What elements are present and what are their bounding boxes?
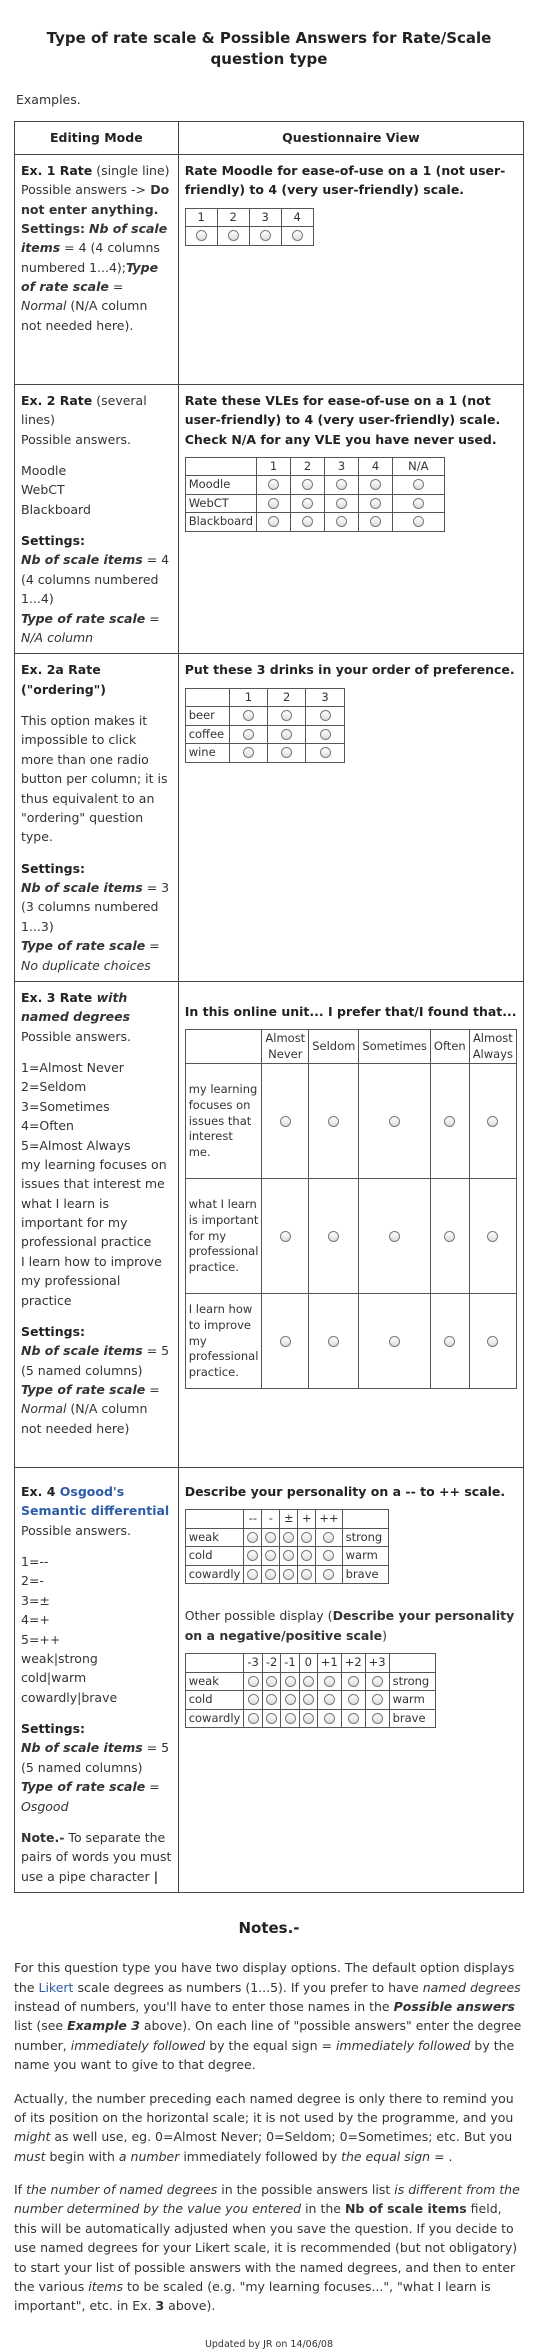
radio-button[interactable] — [228, 230, 239, 241]
notes-emphasis: might — [14, 2129, 51, 2145]
radio-button[interactable] — [413, 516, 424, 527]
notes-text: above). — [164, 2298, 216, 2314]
radio-button[interactable] — [487, 1231, 498, 1242]
radio-button[interactable] — [266, 1713, 277, 1724]
notes-emphasis: immediately followed — [335, 2037, 471, 2053]
radio-button[interactable] — [302, 479, 313, 490]
radio-button[interactable] — [281, 729, 292, 740]
radio-button[interactable] — [283, 1532, 294, 1543]
radio-button[interactable] — [301, 1550, 312, 1561]
ex4-alt-col: +2 — [341, 1654, 365, 1673]
header-questionnaire-view: Questionnaire View — [178, 122, 523, 154]
radio-button[interactable] — [336, 479, 347, 490]
ex2-answer-item: Blackboard — [21, 501, 91, 517]
notes-text: If — [14, 2182, 27, 2197]
example-1-editing — [15, 154, 179, 384]
radio-button[interactable] — [372, 1713, 383, 1724]
ex3-answer-item: I learn how to improve my professional practice — [21, 1253, 162, 1308]
radio-button[interactable] — [248, 1676, 259, 1687]
ex4-alt-row-left: cowardly — [185, 1709, 244, 1728]
notes-text: as well use, eg. 0=Almost Never; 0=Seldom; 0=Sometimes; etc. But you — [50, 2129, 513, 2145]
radio-button[interactable] — [260, 230, 271, 241]
radio-button[interactable] — [413, 498, 424, 509]
radio-button[interactable] — [268, 479, 279, 490]
notes-text: For this question type you have two display options. The default option displays the — [14, 1960, 515, 1995]
ex4-settings: Settings: — [21, 1721, 86, 1736]
ex2-col-na: N/A — [392, 457, 444, 476]
example-2-row — [15, 384, 524, 654]
ex2-possible-answers: Possible answers. — [21, 431, 131, 447]
radio-button[interactable] — [323, 1569, 334, 1580]
ex2-type-label: Type of rate scale — [21, 610, 146, 626]
ex4-nb-value: = 5 (5 named columns) — [21, 1740, 170, 1775]
ex3-possible-answers: Possible answers. — [21, 1028, 131, 1044]
notes-text: begin with — [45, 2148, 119, 2164]
radio-button[interactable] — [292, 230, 303, 241]
updated-footer: Updated by JR on 14/06/08 — [204, 2338, 334, 2350]
ex4-alt-scale-table — [185, 1653, 436, 1728]
radio-button[interactable] — [370, 516, 381, 527]
ex1-nb-label: Nb of scale items — [21, 220, 168, 256]
ex3-row-label: my learning focuses on issues that interest me. — [185, 1064, 262, 1179]
notes-emphasis: the equal sign — [341, 2148, 431, 2164]
example-4-view — [178, 1467, 523, 1892]
ex4-alt-row-right: brave — [389, 1709, 435, 1728]
ex4-row-right: brave — [342, 1565, 388, 1584]
radio-button[interactable] — [283, 1569, 294, 1580]
notes-emphasis: a number — [118, 2148, 180, 2164]
ex4-title: Ex. 4 — [21, 1483, 60, 1499]
radio-button[interactable] — [266, 1694, 277, 1705]
ex4-alt-col: -2 — [262, 1654, 280, 1673]
radio-button[interactable] — [265, 1532, 276, 1543]
radio-button[interactable] — [389, 1231, 400, 1242]
notes-text: to be scaled (e.g. "my learning focuses...", "what I learn is important", etc. in Ex. — [14, 2278, 491, 2314]
notes-emphasis: Example 3 — [67, 2018, 140, 2034]
ex1-type-eq: = — [108, 279, 124, 294]
ex2a-type-eq: = — [145, 938, 160, 954]
radio-button[interactable] — [285, 1676, 296, 1687]
radio-button[interactable] — [243, 710, 254, 721]
radio-button[interactable] — [302, 498, 313, 509]
radio-button[interactable] — [328, 1231, 339, 1242]
radio-button[interactable] — [280, 1231, 291, 1242]
radio-button[interactable] — [301, 1532, 312, 1543]
radio-button[interactable] — [196, 230, 207, 241]
ex2a-row-label: beer — [185, 707, 229, 726]
ex4-alt-col: -3 — [244, 1654, 262, 1673]
ex1-question: Rate Moodle for ease-of-use on a 1 (not user-friendly) to 4 (very user-friendly) scale. — [184, 162, 506, 198]
ex2-answer-item: Moodle — [21, 462, 67, 478]
notes-emphasis: Nb of scale items — [344, 2201, 467, 2217]
ex4-col: ++ — [316, 1510, 342, 1529]
radio-button[interactable] — [280, 1116, 291, 1127]
ex3-type-value: Normal — [21, 1401, 67, 1417]
notes-text: scale degrees as numbers (1...5). If you prefer to have — [73, 1979, 423, 1995]
example-4-editing — [15, 1467, 179, 1892]
radio-button[interactable] — [328, 1336, 339, 1347]
ex1-possible-answers: Possible answers -> — [21, 182, 146, 198]
example-4-row — [15, 1467, 524, 1892]
radio-button[interactable] — [444, 1116, 455, 1127]
ex3-title: Ex. 3 Rate — [21, 989, 97, 1005]
likert-link[interactable]: Likert — [38, 1979, 74, 1995]
notes-title: Notes.- — [238, 1919, 300, 1937]
ex3-title-italic: with named degrees — [21, 989, 131, 1025]
ex3-nb-label: Nb of scale items — [21, 1343, 143, 1359]
example-2a-view — [178, 654, 523, 982]
radio-button[interactable] — [324, 1676, 335, 1687]
ex4-col: ± — [280, 1510, 298, 1529]
example-2a-editing — [15, 654, 179, 982]
notes-text: in the possible answers list — [217, 2182, 395, 2197]
ex2-type-value: N/A column — [21, 629, 94, 645]
ex4-alt-row-left: cold — [185, 1691, 244, 1710]
radio-button[interactable] — [389, 1336, 400, 1347]
example-2-editing — [15, 384, 179, 654]
ex4-answer-item: 3=± — [21, 1592, 50, 1608]
ex2a-question: Put these 3 drinks in your order of preference. — [184, 662, 515, 678]
radio-button[interactable] — [444, 1336, 455, 1347]
radio-button[interactable] — [348, 1713, 359, 1724]
radio-button[interactable] — [248, 1694, 259, 1705]
radio-button[interactable] — [324, 1694, 335, 1705]
ex3-question: In this online unit... I prefer that/I found that... — [184, 1003, 517, 1019]
ex4-row-left: cold — [185, 1547, 244, 1566]
notes-text: Actually, the number preceding each named degree is only there to remind you of its position on the horizontal scale; it is not used by the programme, and you — [14, 2090, 514, 2125]
radio-button[interactable] — [444, 1231, 455, 1242]
ex4-alt-col: +1 — [317, 1654, 341, 1673]
ex4-question: Describe your personality on a -- to ++ scale. — [184, 1483, 506, 1499]
ex3-type-eq: = — [145, 1382, 160, 1397]
ex4-row-left: weak — [185, 1528, 244, 1547]
ex4-pipe: | — [153, 1868, 159, 1884]
radio-button[interactable] — [320, 710, 331, 721]
radio-button[interactable] — [285, 1694, 296, 1705]
radio-button[interactable] — [487, 1336, 498, 1347]
example-2-view — [178, 384, 523, 654]
example-3-view — [178, 981, 523, 1467]
radio-button[interactable] — [268, 516, 279, 527]
ex4-col: - — [262, 1510, 280, 1529]
ex2a-description: This option makes it impossible to click more than one radio button per column; it is thus equivalent to an "ordering" question type. — [21, 713, 168, 845]
ex4-alt-col: +3 — [365, 1654, 389, 1673]
notes-emphasis: must — [14, 2148, 46, 2164]
radio-button[interactable] — [348, 1694, 359, 1705]
ex3-settings: Settings: — [21, 1323, 86, 1339]
ex3-scale-table — [185, 1029, 517, 1389]
radio-button[interactable] — [280, 1336, 291, 1347]
radio-button[interactable] — [247, 1532, 258, 1543]
radio-button[interactable] — [266, 1676, 277, 1687]
notes-emphasis: items — [88, 2278, 123, 2294]
ex4-type-value: Osgood — [21, 1798, 69, 1814]
ex2-subtitle: (several lines) — [21, 392, 147, 428]
ex3-col-sometimes: Sometimes — [359, 1030, 431, 1064]
ex1-col-2: 2 — [217, 208, 249, 227]
ex4-alt-row-right: warm — [389, 1691, 435, 1710]
ex4-answer-item: cowardly|brave — [21, 1689, 118, 1705]
ex3-answer-item: what I learn is important for my professional practice — [21, 1195, 152, 1250]
ex3-nb-value: = 5 (5 named columns) — [21, 1343, 170, 1378]
ex4-alt-row-right: strong — [389, 1672, 435, 1691]
ex4-type-label: Type of rate scale — [21, 1779, 146, 1795]
ex2a-scale-table — [185, 688, 345, 763]
radio-button[interactable] — [372, 1676, 383, 1687]
ex4-answer-item: cold|warm — [21, 1670, 87, 1686]
radio-button[interactable] — [281, 747, 292, 758]
ex3-col-often: Often — [430, 1030, 469, 1064]
ex4-scale-table — [185, 1509, 389, 1584]
notes-emphasis: is different from the number determined by the value you entered — [14, 2182, 520, 2217]
ex2a-row-label: coffee — [185, 725, 229, 744]
ex4-col: -- — [244, 1510, 262, 1529]
ex2-nb-value: = 4 (4 columns numbered 1...4) — [21, 552, 170, 607]
example-3-row — [15, 981, 524, 1467]
ex4-answer-item: weak|strong — [21, 1650, 98, 1666]
example-2a-row — [15, 654, 524, 982]
ex4-nb-label: Nb of scale items — [21, 1740, 143, 1756]
ex1-title: Ex. 1 Rate — [21, 162, 93, 178]
ex2-col-1: 1 — [257, 457, 291, 476]
ex3-type-label: Type of rate scale — [21, 1382, 146, 1397]
ex2-row-label: WebCT — [185, 494, 256, 513]
ex1-col-3: 3 — [249, 208, 281, 227]
ex4-answer-item: 1=-- — [21, 1554, 49, 1569]
ex1-type-note: (N/A column not needed here). — [21, 298, 148, 333]
radio-button[interactable] — [248, 1713, 259, 1724]
ex4-alt-col: 0 — [299, 1654, 317, 1673]
ex2-row-label: Moodle — [185, 476, 256, 495]
ex4-row-right: strong — [342, 1528, 388, 1547]
ex2a-col-1: 1 — [229, 688, 267, 707]
ex4-answer-item: 2=- — [21, 1573, 44, 1589]
ex3-answer-item: 3=Sometimes — [21, 1098, 110, 1114]
ex2-title: Ex. 2 Rate — [21, 392, 93, 408]
radio-button[interactable] — [301, 1569, 312, 1580]
ex2-answer-item: WebCT — [21, 482, 65, 498]
ex3-type-note: (N/A column not needed here) — [21, 1401, 148, 1436]
ex1-subtitle: (single line) — [92, 162, 170, 178]
notes-emphasis: immediately followed — [70, 2037, 206, 2053]
radio-button[interactable] — [370, 479, 381, 490]
page-title: Type of rate scale & Possible Answers for Rate/Scale question type — [46, 29, 492, 68]
ex1-col-1: 1 — [185, 208, 217, 227]
radio-button[interactable] — [265, 1550, 276, 1561]
osgood-link[interactable]: Osgood's Semantic differential — [21, 1483, 170, 1519]
ex3-row-label: I learn how to improve my professional practice. — [185, 1294, 262, 1389]
example-1-row — [15, 154, 524, 384]
radio-button[interactable] — [323, 1550, 334, 1561]
notes-emphasis: Possible answers — [393, 1999, 515, 2014]
ex2a-settings: Settings: — [21, 860, 86, 876]
ex4-alt-pre: Other possible display ( — [184, 1608, 333, 1624]
ex2a-type-label: Type of rate scale — [21, 938, 146, 954]
ex2-type-eq: = — [145, 610, 160, 626]
radio-button[interactable] — [303, 1676, 314, 1687]
ex4-alt-bold: Describe your personality on a negative/positive scale — [184, 1608, 515, 1643]
radio-button[interactable] — [243, 729, 254, 740]
header-editing-mode: Editing Mode — [15, 122, 179, 154]
radio-button[interactable] — [303, 1713, 314, 1724]
ex2a-col-3: 3 — [306, 688, 344, 707]
example-3-editing — [15, 981, 179, 1467]
radio-button[interactable] — [323, 1532, 334, 1543]
ex3-answer-item: 2=Seldom — [21, 1079, 87, 1095]
radio-button[interactable] — [247, 1550, 258, 1561]
notes-paragraph-3 — [14, 2180, 524, 2316]
ex4-row-left: cowardly — [185, 1565, 244, 1584]
ex3-answer-item: 5=Almost Always — [21, 1137, 131, 1153]
ex4-note-label: Note.- — [21, 1829, 65, 1845]
ex2-col-3: 3 — [325, 457, 359, 476]
radio-button[interactable] — [303, 1694, 314, 1705]
ex2a-row-label: wine — [185, 744, 229, 763]
radio-button[interactable] — [320, 747, 331, 758]
ex2-settings: Settings: — [21, 533, 86, 548]
ex2a-title: Ex. 2a Rate ("ordering") — [21, 662, 106, 697]
radio-button[interactable] — [348, 1676, 359, 1687]
notes-text: = . — [430, 2148, 453, 2164]
ex4-type-eq: = — [145, 1779, 160, 1795]
radio-button[interactable] — [487, 1116, 498, 1127]
ex3-col-seldom: Seldom — [309, 1030, 359, 1064]
ex2-scale-table — [185, 457, 445, 532]
ex2a-col-2: 2 — [268, 688, 306, 707]
radio-button[interactable] — [247, 1569, 258, 1580]
ex3-col-almost-never: Almost Never — [262, 1030, 309, 1064]
ex4-row-right: warm — [342, 1547, 388, 1566]
ex1-type-value: Normal — [21, 298, 67, 314]
ex3-row-label: what I learn is important for my professional practice. — [185, 1179, 262, 1294]
ex2-row-label: Blackboard — [185, 513, 256, 532]
notes-text: by the name you want to give to that degree. — [14, 2037, 515, 2073]
ex3-answer-item: 4=Often — [21, 1118, 74, 1134]
radio-button[interactable] — [281, 710, 292, 721]
ex3-answer-item: my learning focuses on issues that interest me — [21, 1156, 167, 1192]
ex1-nb-value: = 4 (4 columns numbered 1...4); — [21, 240, 160, 275]
ex1-possible-answers-note: Do not enter anything. Settings: — [21, 182, 170, 236]
ex4-possible-answers: Possible answers. — [21, 1522, 131, 1538]
ex2a-nb-value: = 3 (3 columns numbered 1...3) — [21, 880, 170, 934]
notes-paragraph-2 — [14, 2089, 524, 2167]
ex2-col-4: 4 — [358, 457, 392, 476]
ex3-col-almost-always: Almost Always — [469, 1030, 516, 1064]
radio-button[interactable] — [372, 1694, 383, 1705]
ex2-col-2: 2 — [291, 457, 325, 476]
radio-button[interactable] — [283, 1550, 294, 1561]
notes-text: list (see — [14, 2018, 68, 2034]
radio-button[interactable] — [243, 747, 254, 758]
ex2-question: Rate these VLEs for ease-of-use on a 1 (not user-friendly) to 4 (very user-friendly) scale. Check N/A for any VLE you have never used. — [184, 392, 501, 447]
notes-emphasis: named degrees — [422, 1979, 521, 1995]
ex1-scale-table — [185, 208, 314, 246]
ex2a-type-value: No duplicate choices — [21, 957, 151, 973]
notes-text: in the — [301, 2201, 345, 2217]
radio-button[interactable] — [320, 729, 331, 740]
radio-button[interactable] — [324, 1713, 335, 1724]
radio-button[interactable] — [328, 1116, 339, 1127]
notes-paragraph-1 — [14, 1958, 524, 2074]
ex2a-nb-label: Nb of scale items — [21, 880, 143, 895]
ex4-note: To separate the pairs of words you must use a pipe character — [21, 1829, 172, 1884]
radio-button[interactable] — [268, 498, 279, 509]
ex1-col-4: 4 — [281, 208, 313, 227]
example-1-view — [178, 154, 523, 384]
radio-button[interactable] — [285, 1713, 296, 1724]
ex4-col: + — [298, 1510, 316, 1529]
notes-text: instead of numbers, you'll have to enter those names in the — [14, 1999, 394, 2014]
notes-emphasis: the number of named degrees — [26, 2182, 218, 2197]
examples-table — [14, 121, 524, 1893]
notes-text: immediately followed by — [179, 2148, 342, 2164]
examples-label: Examples. — [16, 92, 81, 107]
radio-button[interactable] — [265, 1569, 276, 1580]
notes-text: field, this will be automatically adjusted when you save the question. If you decide to use named degrees for your Likert scale, it is recommended (but not obligatory) to start your list of possible answers with the named degrees, and then to enter the various — [14, 2201, 518, 2294]
notes-text: above). On each line of "possible answers" enter the degree number, — [14, 2018, 522, 2053]
notes-emphasis: 3 — [155, 2298, 165, 2314]
ex4-alt-post: ) — [382, 1627, 387, 1643]
ex4-alt-col: -1 — [281, 1654, 299, 1673]
ex4-answer-item: 4=+ — [21, 1612, 50, 1628]
notes-text: by the equal sign = — [205, 2037, 336, 2053]
ex3-answer-item: 1=Almost Never — [21, 1060, 124, 1075]
ex1-type-label: Type of rate scale — [21, 259, 159, 294]
radio-button[interactable] — [389, 1116, 400, 1127]
ex4-alt-row-left: weak — [185, 1672, 244, 1691]
radio-button[interactable] — [302, 516, 313, 527]
radio-button[interactable] — [413, 479, 424, 490]
radio-button[interactable] — [370, 498, 381, 509]
radio-button[interactable] — [336, 516, 347, 527]
ex4-answer-item: 5=++ — [21, 1631, 61, 1647]
ex2-nb-label: Nb of scale items — [21, 552, 143, 568]
radio-button[interactable] — [336, 498, 347, 509]
